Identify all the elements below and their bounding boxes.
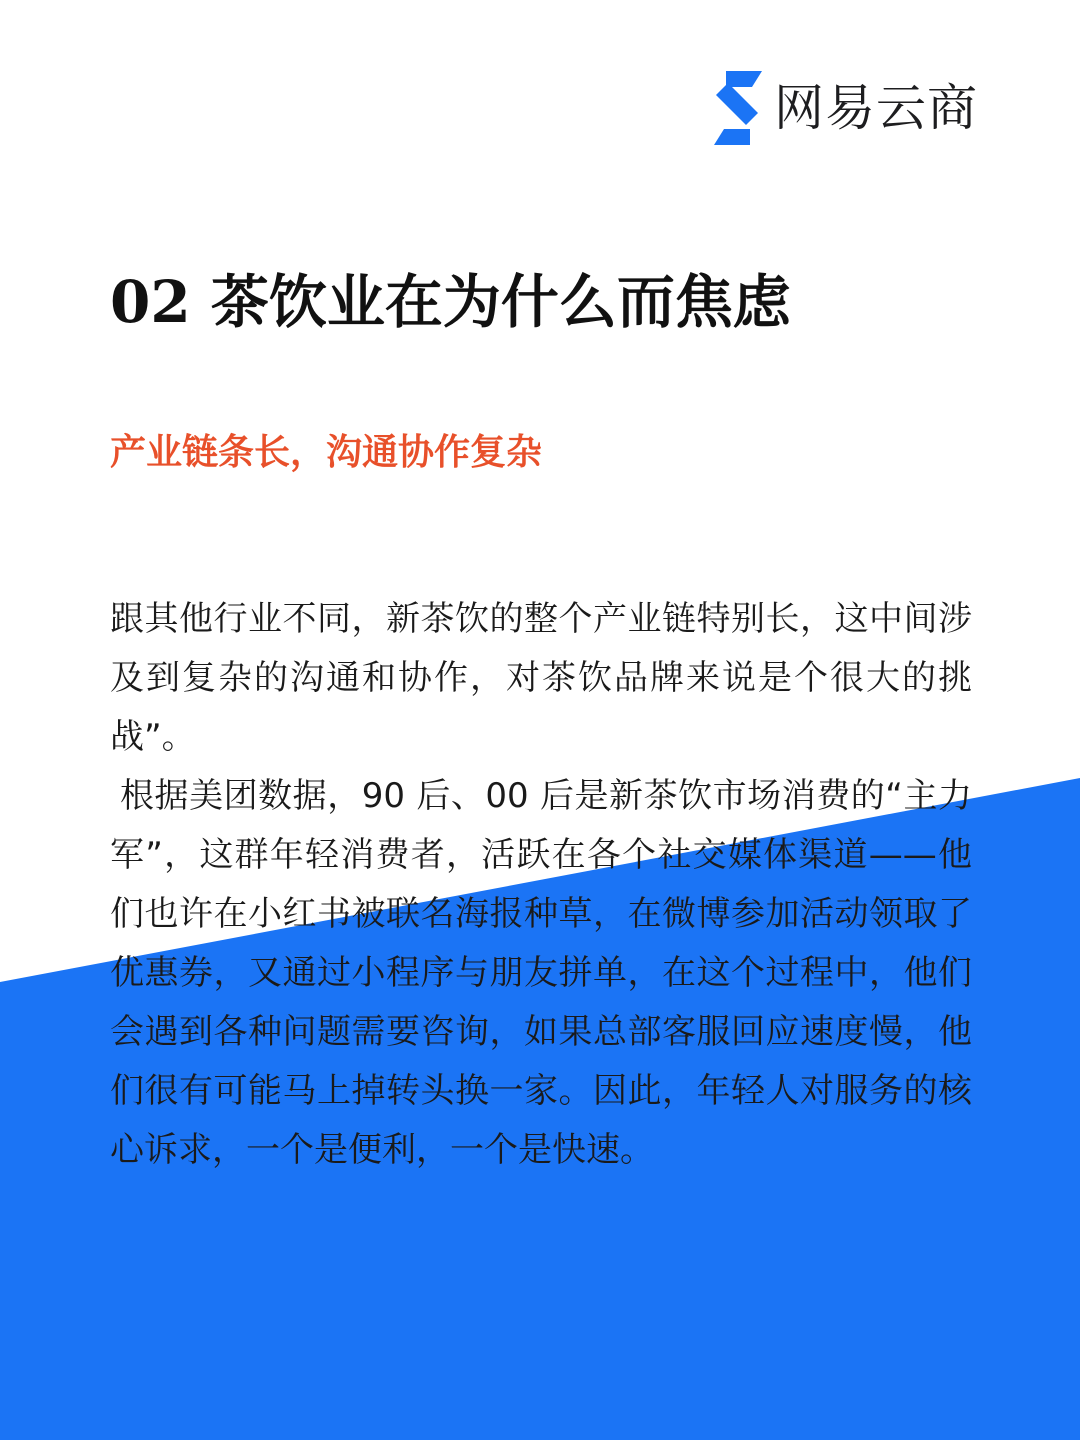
brand-s-logo-icon <box>712 69 764 147</box>
brand-name: 网易云商 <box>774 79 978 137</box>
page-title: 02 茶饮业在为什么而焦虑 <box>110 268 791 336</box>
brand-logo <box>712 68 978 148</box>
body-text <box>110 590 972 1180</box>
section-subtitle: 产业链条长，沟通协作复杂 <box>110 432 543 473</box>
body-paragraph: 跟其他行业不同，新茶饮的整个产业链特别长，这中间涉及到复杂的沟通和协作，对茶饮品牌来说是个很大的挑战”。 <box>110 599 972 757</box>
body-paragraph: 根据美团数据，90 后、00 后是新茶饮市场消费的“主力军”，这群年轻消费者，活跃在各个社交媒体渠道——他们也许在小红书被联名海报种草，在微博参加活动领取了优惠券，又通过小程序与朋友拼单，在这个过程中，他们会遇到各种问题需要咨询，如果总部客服回应速度慢，他们很有可能马上掉转头换一家。因此，年轻人对服务的核心诉求，一个是便利，一个是快速。 <box>110 776 972 1170</box>
